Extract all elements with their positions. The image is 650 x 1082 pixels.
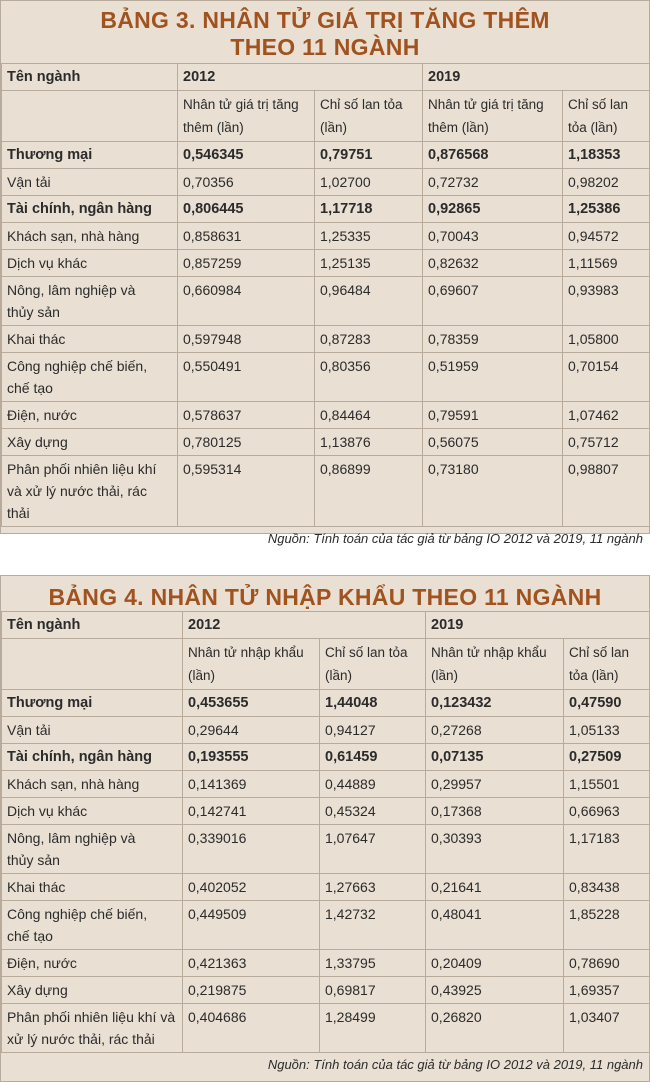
subheader-line: (lần): [325, 668, 353, 683]
sector-name-cell: [2, 169, 178, 196]
value-cell: 1,25386: [563, 196, 650, 223]
table-row: [2, 950, 650, 977]
value-cell: 0,142741: [183, 798, 320, 825]
value-cell: 1,13876: [315, 429, 423, 456]
value-cell: 1,25335: [315, 223, 423, 250]
value-cell: 1,05133: [564, 717, 650, 744]
value-cell: 0,17368: [426, 798, 564, 825]
value-cell: 0,578637: [178, 402, 315, 429]
value-cell: 0,70356: [178, 169, 315, 196]
table-row: [2, 326, 650, 353]
table-row: [2, 402, 650, 429]
sector-name-line: thủy sản: [7, 304, 60, 320]
subheader-line: tỏa (lần): [569, 668, 619, 683]
subheader-cell: [183, 639, 320, 690]
subheader-line: (lần): [320, 120, 348, 135]
value-cell: 0,75712: [563, 429, 650, 456]
value-cell: 0,69817: [320, 977, 426, 1004]
value-cell: 0,20409: [426, 950, 564, 977]
subheader-cell: [563, 91, 650, 142]
value-cell: 0,30393: [426, 825, 564, 874]
value-cell: 0,78359: [423, 326, 563, 353]
sector-name-line: chế tạo: [7, 380, 53, 396]
sector-name-line: Công nghiệp chế biến,: [7, 906, 148, 922]
value-cell: 0,94127: [320, 717, 426, 744]
value-cell: 0,98807: [563, 456, 650, 527]
value-cell: 1,07462: [563, 402, 650, 429]
value-cell: 0,597948: [178, 326, 315, 353]
table-3-header-row: [2, 64, 650, 91]
sector-name-cell: [2, 977, 183, 1004]
subheader-line: Chỉ số lan tỏa: [325, 645, 408, 660]
sector-name-line: Nông, lâm nghiệp và: [7, 282, 136, 298]
value-cell: 1,11569: [563, 250, 650, 277]
sector-header: Tên ngành: [2, 64, 178, 91]
value-cell: 0,86899: [315, 456, 423, 527]
value-cell: 0,96484: [315, 277, 423, 326]
value-cell: 0,21641: [426, 874, 564, 901]
sector-name-cell: [2, 250, 178, 277]
table-row: [2, 798, 650, 825]
subheader-line: (lần): [188, 668, 216, 683]
sector-name-line: Thương mại: [7, 695, 93, 711]
table-row: [2, 196, 650, 223]
value-cell: 0,421363: [183, 950, 320, 977]
value-cell: 0,87283: [315, 326, 423, 353]
value-cell: 1,28499: [320, 1004, 426, 1053]
sector-name-cell: [2, 223, 178, 250]
value-cell: 0,857259: [178, 250, 315, 277]
table-row: [2, 825, 650, 874]
value-cell: 0,27509: [564, 744, 650, 771]
table-4-body: [2, 690, 650, 1053]
year-2012-header: 2012: [183, 612, 426, 639]
value-cell: 0,56075: [423, 429, 563, 456]
subheader-cell: [564, 639, 650, 690]
table-4-panel: [0, 575, 650, 1082]
table-row: [2, 874, 650, 901]
table-row: [2, 169, 650, 196]
value-cell: 1,05800: [563, 326, 650, 353]
value-cell: 0,44889: [320, 771, 426, 798]
table-row: [2, 429, 650, 456]
value-cell: 0,193555: [183, 744, 320, 771]
sector-name-cell: [2, 429, 178, 456]
value-cell: 0,70154: [563, 353, 650, 402]
value-cell: 1,85228: [564, 901, 650, 950]
subheader-line: Nhân tử nhập khẩu: [188, 645, 304, 660]
subheader-cell: [178, 91, 315, 142]
table-row: [2, 771, 650, 798]
value-cell: 0,339016: [183, 825, 320, 874]
subheader-cell: [315, 91, 423, 142]
subheader-line: Nhân tử giá trị tăng: [428, 97, 544, 112]
sector-name-line: xử lý nước thải, rác thải: [7, 1031, 155, 1047]
value-cell: 0,07135: [426, 744, 564, 771]
value-cell: 0,78690: [564, 950, 650, 977]
sector-name-line: Dịch vụ khác: [7, 255, 88, 271]
sector-name-line: Phân phối nhiên liệu khí và: [7, 1009, 176, 1025]
sector-name-cell: [2, 901, 183, 950]
sector-name-line: Khai thác: [7, 331, 66, 347]
value-cell: 0,453655: [183, 690, 320, 717]
value-cell: 1,18353: [563, 142, 650, 169]
table-3-subheader-row: [2, 91, 650, 142]
table-row: [2, 690, 650, 717]
empty-cell: [2, 639, 183, 690]
sector-name-line: thủy sản: [7, 852, 60, 868]
value-cell: 0,449509: [183, 901, 320, 950]
table-3-title: [1, 1, 649, 63]
value-cell: 0,123432: [426, 690, 564, 717]
value-cell: 0,806445: [178, 196, 315, 223]
value-cell: 0,27268: [426, 717, 564, 744]
subheader-line: Chỉ số lan tỏa: [320, 97, 403, 112]
table-row: [2, 223, 650, 250]
table-row: [2, 456, 650, 527]
value-cell: 0,546345: [178, 142, 315, 169]
table-row: [2, 142, 650, 169]
year-2019-header: 2019: [426, 612, 650, 639]
sector-name-cell: [2, 196, 178, 223]
value-cell: 0,141369: [183, 771, 320, 798]
value-cell: 0,73180: [423, 456, 563, 527]
table-row: [2, 250, 650, 277]
sector-name-cell: [2, 717, 183, 744]
sector-name-cell: [2, 798, 183, 825]
table-3-source: Nguồn: Tính toán của tác giả từ bảng IO 2012 và 2019, 11 ngành: [267, 531, 643, 546]
subheader-line: thêm (lần): [428, 120, 489, 135]
sector-name-line: Tài chính, ngân hàng: [7, 201, 152, 217]
value-cell: 0,43925: [426, 977, 564, 1004]
subheader-line: Nhân tử nhập khẩu: [431, 645, 547, 660]
value-cell: 0,48041: [426, 901, 564, 950]
value-cell: 0,876568: [423, 142, 563, 169]
subheader-line: Chỉ số lan: [569, 645, 630, 660]
table-4: [1, 611, 650, 1053]
value-cell: 1,42732: [320, 901, 426, 950]
subheader-line: thêm (lần): [183, 120, 244, 135]
value-cell: 0,404686: [183, 1004, 320, 1053]
table-row: [2, 277, 650, 326]
table-4-subheader-row: [2, 639, 650, 690]
value-cell: 0,79751: [315, 142, 423, 169]
sector-name-cell: [2, 456, 178, 527]
sector-name-line: và xử lý nước thải, rác thải: [7, 483, 147, 521]
sector-name-cell: [2, 690, 183, 717]
value-cell: 1,27663: [320, 874, 426, 901]
value-cell: 0,26820: [426, 1004, 564, 1053]
value-cell: 0,83438: [564, 874, 650, 901]
sector-name-cell: [2, 825, 183, 874]
table-4-title: [1, 576, 649, 611]
sector-name-cell: [2, 277, 178, 326]
value-cell: 0,72732: [423, 169, 563, 196]
value-cell: 0,51959: [423, 353, 563, 402]
subheader-line: tỏa (lần): [568, 120, 618, 135]
table-4-source: Nguồn: Tính toán của tác giả từ bảng IO 2012 và 2019, 11 ngành: [267, 1057, 643, 1072]
sector-name-cell: [2, 744, 183, 771]
sector-name-line: Phân phối nhiên liệu khí: [7, 461, 157, 477]
value-cell: 0,84464: [315, 402, 423, 429]
value-cell: 0,66963: [564, 798, 650, 825]
table-3-title-line1: BẢNG 3. NHÂN TỬ GIÁ TRỊ TĂNG THÊM: [100, 7, 550, 33]
value-cell: 1,69357: [564, 977, 650, 1004]
sector-name-line: Khách sạn, nhà hàng: [7, 228, 140, 244]
value-cell: 1,17183: [564, 825, 650, 874]
table-4-title-line1: BẢNG 4. NHÂN TỬ NHẬP KHẨU THEO 11 NGÀNH: [48, 584, 602, 610]
table-3-title-line2: THEO 11 NGÀNH: [230, 34, 420, 60]
value-cell: 1,44048: [320, 690, 426, 717]
value-cell: 0,61459: [320, 744, 426, 771]
value-cell: 0,47590: [564, 690, 650, 717]
table-row: [2, 353, 650, 402]
subheader-line: (lần): [431, 668, 459, 683]
table-row: [2, 744, 650, 771]
sector-header: Tên ngành: [2, 612, 183, 639]
sector-name-cell: [2, 142, 178, 169]
value-cell: 0,45324: [320, 798, 426, 825]
value-cell: 0,70043: [423, 223, 563, 250]
value-cell: 0,69607: [423, 277, 563, 326]
sector-name-line: Dịch vụ khác: [7, 803, 88, 819]
sector-name-cell: [2, 353, 178, 402]
value-cell: 1,02700: [315, 169, 423, 196]
subheader-cell: [423, 91, 563, 142]
value-cell: 0,94572: [563, 223, 650, 250]
value-cell: 1,25135: [315, 250, 423, 277]
empty-cell: [2, 91, 178, 142]
subheader-cell: [320, 639, 426, 690]
sector-name-line: Vận tải: [7, 174, 51, 190]
value-cell: 0,92865: [423, 196, 563, 223]
value-cell: 0,80356: [315, 353, 423, 402]
subheader-line: Chỉ số lan: [568, 97, 629, 112]
sector-name-line: chế tạo: [7, 928, 53, 944]
sector-name-line: Điện, nước: [7, 955, 77, 971]
sector-name-line: Xây dựng: [7, 434, 68, 450]
value-cell: 0,79591: [423, 402, 563, 429]
sector-name-line: Thương mại: [7, 147, 93, 163]
value-cell: 1,07647: [320, 825, 426, 874]
value-cell: 0,550491: [178, 353, 315, 402]
sector-name-line: Công nghiệp chế biến,: [7, 358, 148, 374]
sector-name-line: Điện, nước: [7, 407, 77, 423]
sector-name-line: Khách sạn, nhà hàng: [7, 776, 140, 792]
sector-name-cell: [2, 1004, 183, 1053]
value-cell: 0,82632: [423, 250, 563, 277]
table-row: [2, 901, 650, 950]
table-row: [2, 717, 650, 744]
value-cell: 0,29644: [183, 717, 320, 744]
value-cell: 1,17718: [315, 196, 423, 223]
subheader-cell: [426, 639, 564, 690]
sector-name-cell: [2, 771, 183, 798]
table-3: [1, 63, 650, 527]
sector-name-line: Nông, lâm nghiệp và: [7, 830, 136, 846]
value-cell: 0,93983: [563, 277, 650, 326]
sector-name-line: Khai thác: [7, 879, 66, 895]
sector-name-cell: [2, 326, 178, 353]
value-cell: 1,03407: [564, 1004, 650, 1053]
value-cell: 0,595314: [178, 456, 315, 527]
table-3-body: [2, 142, 650, 527]
value-cell: 1,33795: [320, 950, 426, 977]
value-cell: 0,780125: [178, 429, 315, 456]
sector-name-cell: [2, 950, 183, 977]
sector-name-cell: [2, 874, 183, 901]
sector-name-line: Vận tải: [7, 722, 51, 738]
year-2019-header: 2019: [423, 64, 650, 91]
table-row: [2, 1004, 650, 1053]
table-row: [2, 977, 650, 1004]
value-cell: 0,858631: [178, 223, 315, 250]
value-cell: 0,98202: [563, 169, 650, 196]
subheader-line: Nhân tử giá trị tăng: [183, 97, 299, 112]
sector-name-line: Tài chính, ngân hàng: [7, 749, 152, 765]
sector-name-line: Xây dựng: [7, 982, 68, 998]
table-4-header-row: [2, 612, 650, 639]
value-cell: 0,29957: [426, 771, 564, 798]
value-cell: 0,219875: [183, 977, 320, 1004]
value-cell: 0,660984: [178, 277, 315, 326]
value-cell: 0,402052: [183, 874, 320, 901]
sector-name-cell: [2, 402, 178, 429]
value-cell: 1,15501: [564, 771, 650, 798]
year-2012-header: 2012: [178, 64, 423, 91]
